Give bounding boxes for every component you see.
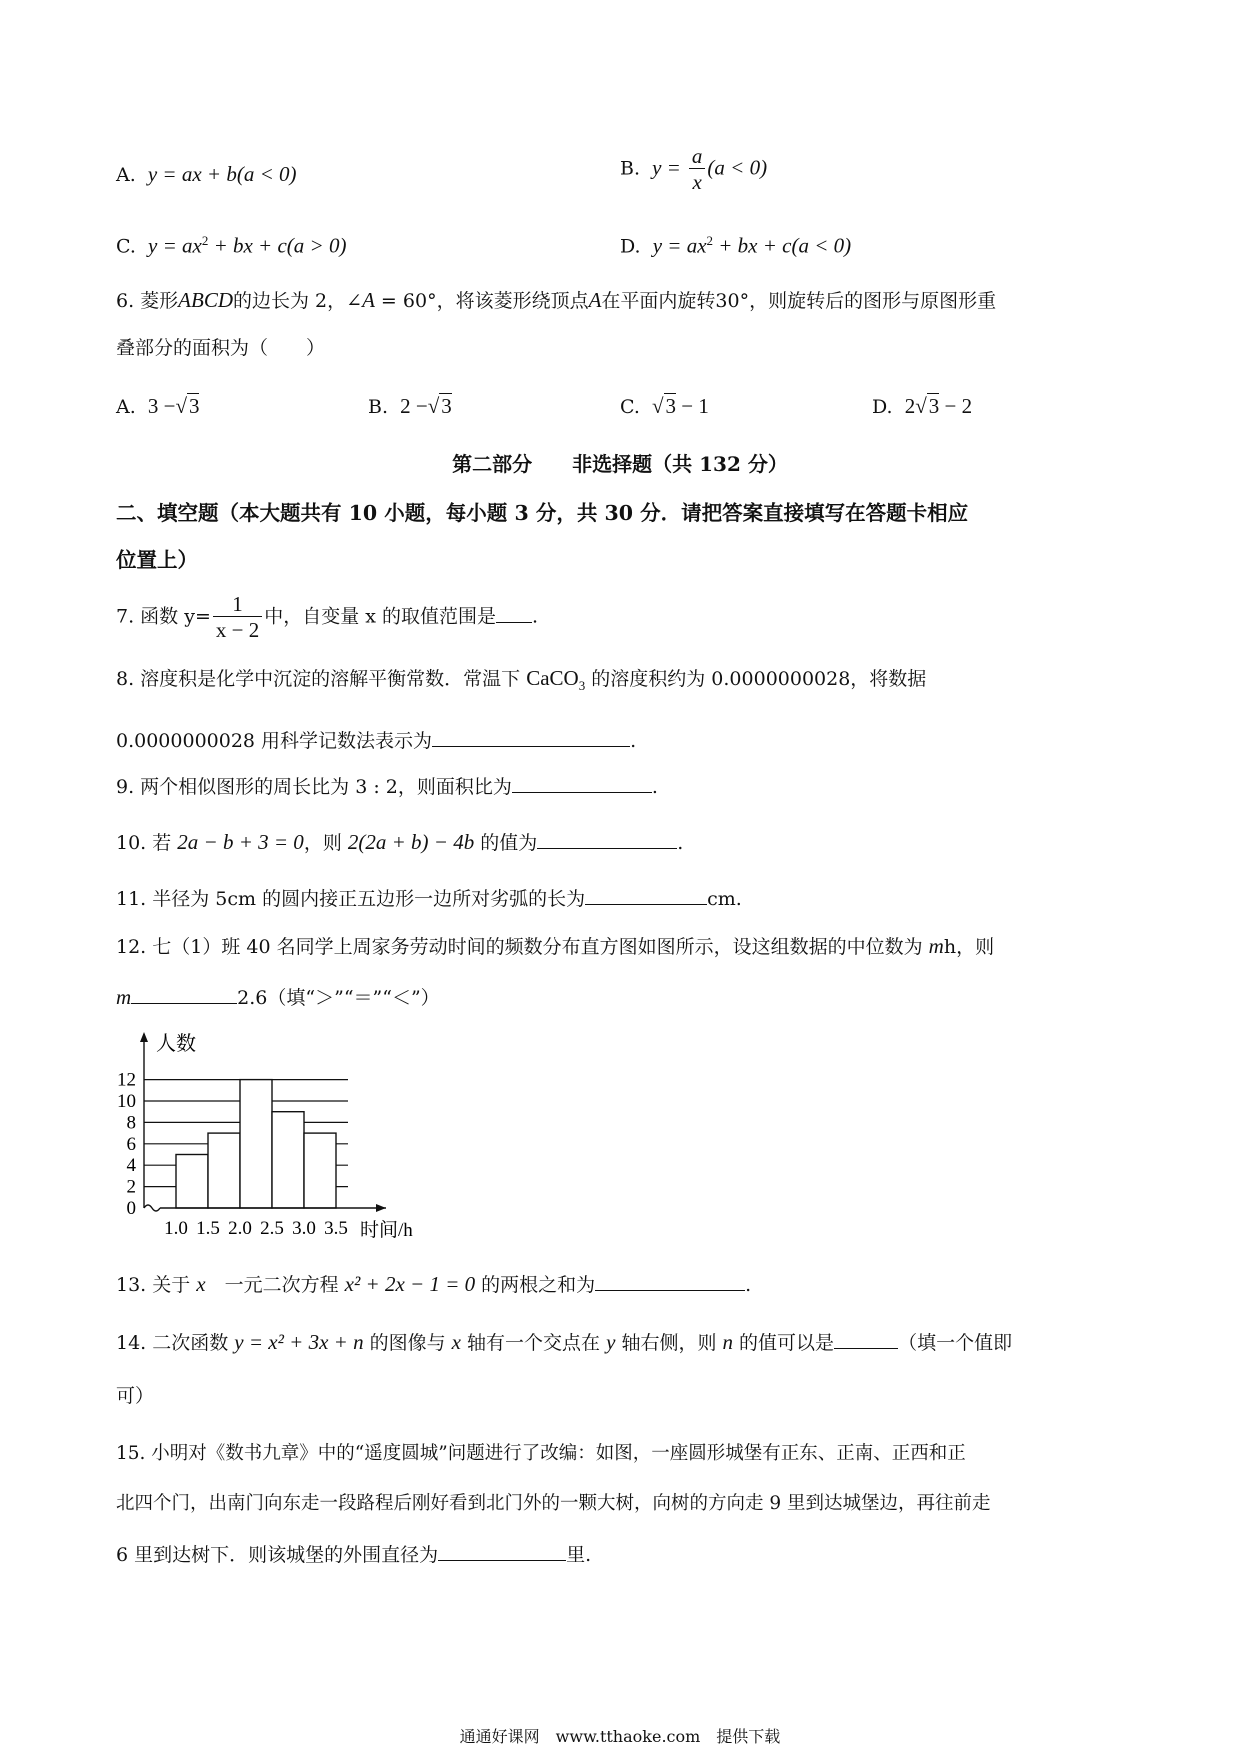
q7-fraction: $\frac{1}{x - 2}$ — [213, 592, 262, 643]
y-tick-label: 4 — [126, 1155, 136, 1177]
q8-line1: 8. 溶度积是化学中沉淀的溶解平衡常数．常温下 CaCO$_3$ 的溶度积约为 0.0000000028，将数据 — [116, 666, 927, 693]
q6-line2: 叠部分的面积为（ ） — [116, 337, 326, 359]
section2-heading-line2: 位置上） — [116, 548, 198, 572]
y-tick-label: 2 — [126, 1176, 136, 1198]
x-tick-label: 3.5 — [324, 1218, 348, 1239]
histogram-bar — [304, 1133, 336, 1208]
x-tick-label: 3.0 — [292, 1218, 316, 1239]
x-axis-arrow — [376, 1204, 386, 1212]
section2-heading-line1: 二、填空题（本大题共有 10 小题，每小题 3 分，共 30 分．请把答案直接填写在答题卡相应 — [116, 501, 969, 525]
q5-option-b: B. y = $\frac{a}{x}$ (a < 0) — [620, 144, 768, 194]
histogram-bar — [208, 1133, 240, 1208]
axis-break — [144, 1205, 160, 1211]
q5-option-c: C. $y = ax^2$ + bx + c(a > 0) — [116, 233, 347, 258]
q12-line2: m 2.6（填“＞”“＝”“＜”） — [116, 985, 440, 1009]
x-tick-label: 1.0 — [164, 1218, 188, 1239]
q6-line1: 6. 菱形ABCD的边长为 2，∠A = 60°，将该菱形绕顶点A在平面内旋转30°，则旋转后的图形与原图形重 — [116, 288, 997, 312]
histogram-bar — [272, 1112, 304, 1208]
y-tick-label: 0 — [126, 1198, 136, 1219]
q5-option-d: D. $y = ax^2$ + bx + c(a < 0) — [620, 233, 852, 258]
q14-line1: 14. 二次函数 y = x² + 3x + n 的图像与 x 轴有一个交点在 y 轴右侧，则 n 的值可以是 （填一个值即 — [116, 1330, 1013, 1354]
q9: 9. 两个相似图形的周长比为 3 : 2，则面积比为 . — [116, 772, 658, 801]
q5-b-fraction: $\frac{a}{x}$ — [689, 144, 706, 195]
y-tick-label: 10 — [117, 1091, 136, 1112]
y-tick-label: 8 — [126, 1112, 136, 1134]
x-tick-label: 2.5 — [260, 1218, 284, 1239]
q13: 13. 关于 x 一元二次方程 x² + 2x − 1 = 0 的两根之和为 . — [116, 1272, 752, 1296]
histogram-bar — [240, 1080, 272, 1208]
x-axis-title: 时间/h — [360, 1220, 413, 1240]
y-tick-label: 6 — [126, 1133, 136, 1155]
q6-option-d: D. 2√3 − 2 — [872, 394, 973, 418]
q15-line1: 15. 小明对《数书九章》中的“遥度圆城”问题进行了改编：如图，一座圆形城堡有正东、正南、正西和正 — [116, 1443, 966, 1464]
y-axis-arrow — [140, 1032, 148, 1042]
histogram-chart — [116, 1030, 436, 1240]
q6-option-a: A. 3 −√3 — [116, 394, 200, 418]
x-tick-label: 2.0 — [228, 1218, 252, 1239]
q7: 7. 函数 y= $\frac{1}{x - 2}$ 中，自变量 x 的取值范围是 . — [116, 592, 539, 642]
q5-option-a: A. y = ax + b(a < 0) — [116, 162, 297, 186]
q6-option-b: B. 2 −√3 — [368, 394, 452, 418]
y-tick-label: 12 — [117, 1069, 136, 1091]
y-axis-title: 人数 — [156, 1033, 196, 1055]
q15-line2: 北四个门，出南门向东走一段路程后刚好看到北门外的一颗大树，向树的方向走 9 里到达城堡边，再往前走 — [116, 1493, 991, 1514]
q15-line3: 6 里到达树下．则该城堡的外围直径为 里. — [116, 1540, 591, 1569]
q12-line1: 12. 七（1）班 40 名同学上周家务劳动时间的频数分布直方图如图所示，设这组数据的中位数为 mh，则 — [116, 934, 995, 958]
footer-watermark: 通通好课网 www.tthaoke.com 提供下载 — [459, 1727, 781, 1746]
q11: 11. 半径为 5cm 的圆内接正五边形一边所对劣弧的长为 cm. — [116, 884, 742, 913]
histogram-bar — [176, 1155, 208, 1209]
q10: 10. 若 2a − b + 3 = 0，则 2(2a + b) − 4b 的值为 . — [116, 830, 684, 854]
x-tick-label: 1.5 — [196, 1218, 220, 1239]
q8-line2: 0.0000000028 用科学记数法表示为 . — [116, 726, 636, 755]
part2-title: 第二部分 非选择题（共 132 分） — [452, 452, 788, 476]
q14-line2: 可） — [116, 1385, 155, 1407]
q6-option-c: C. √3 − 1 — [620, 394, 709, 418]
